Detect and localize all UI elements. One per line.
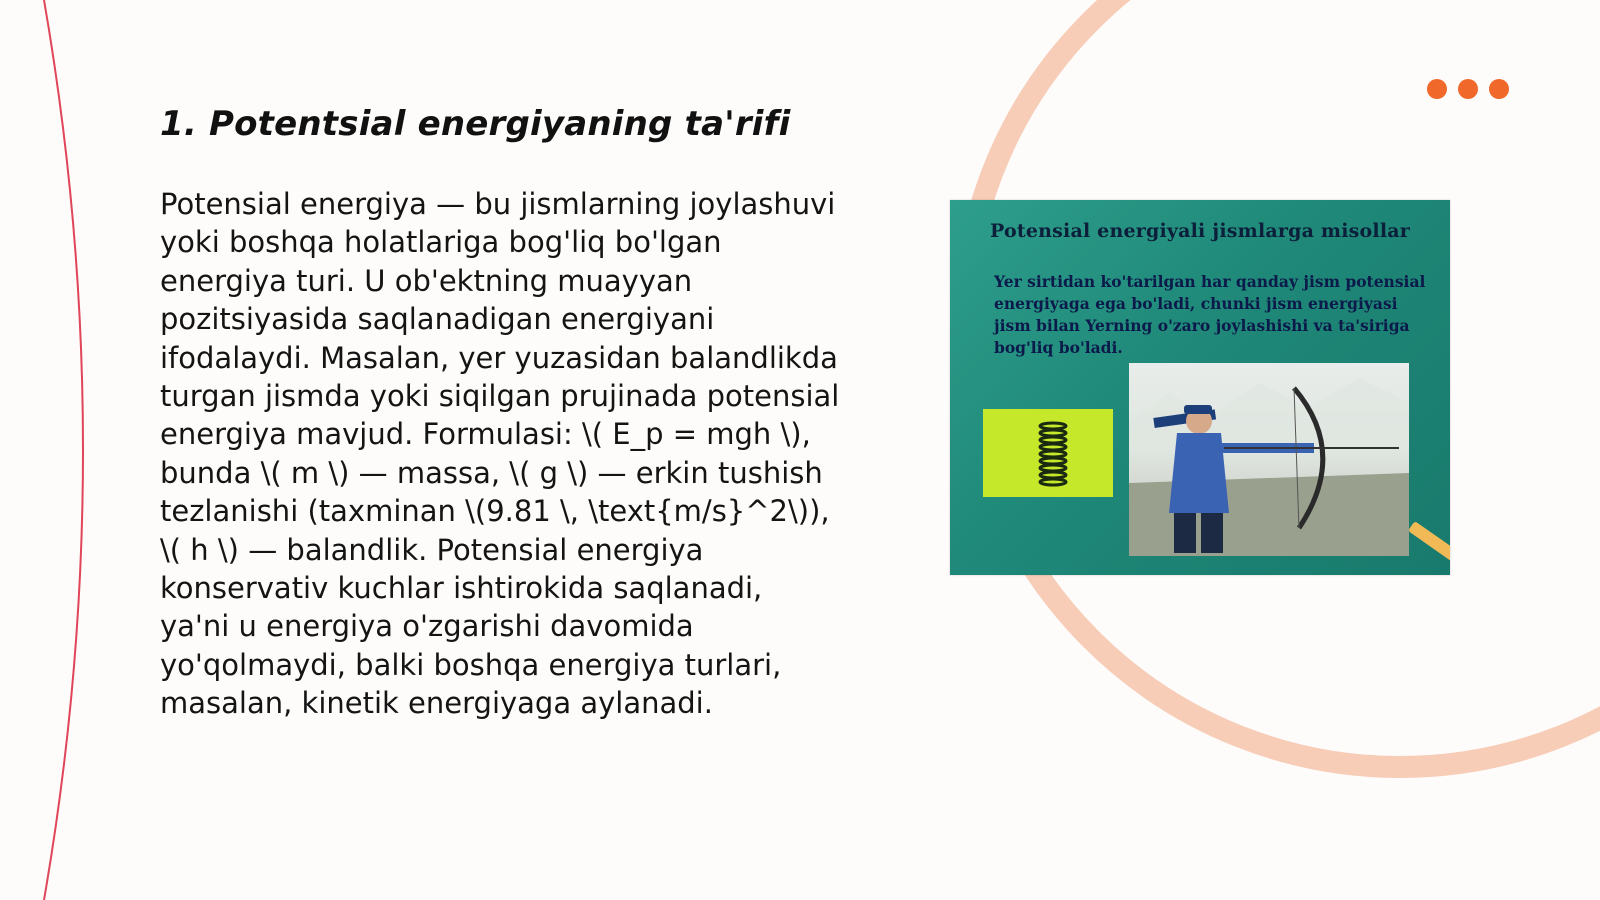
left-curve-line xyxy=(44,0,83,900)
dot xyxy=(1427,79,1447,99)
spring-image xyxy=(983,409,1113,497)
slide-body-text: Potensial energiya — bu jismlarning joylashuvi yoki boshqa holatlariga bog'liq bo'lgan energiya turi. U ob'ektning muayyan pozitsiyasida saqlanadigan energiyani ifodalaydi. Masalan, yer yuzasidan balandlikda turgan jismda yoki siqilgan prujinada potensial energiya mavjud. Formulasi: \( E_p = mgh \), bunda \( m \) — massa, \( g \) — erkin tushish tezlanishi (taxminan \(9.81 \, \text{m/s}^2\)), \( h \) — balandlik. Potensial energiya konservativ kuchlar ishtirokida saqlanadi, ya'ni u energiya o'zgarishi davomida yo'qolmaydi, balki boshqa energiya turlari, masalan, kinetik energiyaga aylanadi. xyxy=(160,187,840,721)
pointer-decoration xyxy=(1408,521,1450,571)
slide-title: 1. Potentsial energiyaning ta'rifi xyxy=(160,104,791,144)
archer-photo xyxy=(1129,363,1409,556)
example-figure xyxy=(950,200,1450,575)
archer-illustration xyxy=(1129,363,1409,556)
dot xyxy=(1489,79,1509,99)
figure-description: Yer sirtidan ko'tarilgan har qanday jism potensial energiyaga ega bo'ladi, chunki jism energiyasi jism bilan Yerning o'zaro joylashishi va ta'siriga bog'liq bo'ladi. xyxy=(994,272,1426,357)
figure-title: Potensial energiyali jismlarga misollar xyxy=(990,220,1410,242)
dot xyxy=(1458,79,1478,99)
more-dots-icon xyxy=(1427,79,1509,99)
spring-icon xyxy=(983,409,1113,497)
